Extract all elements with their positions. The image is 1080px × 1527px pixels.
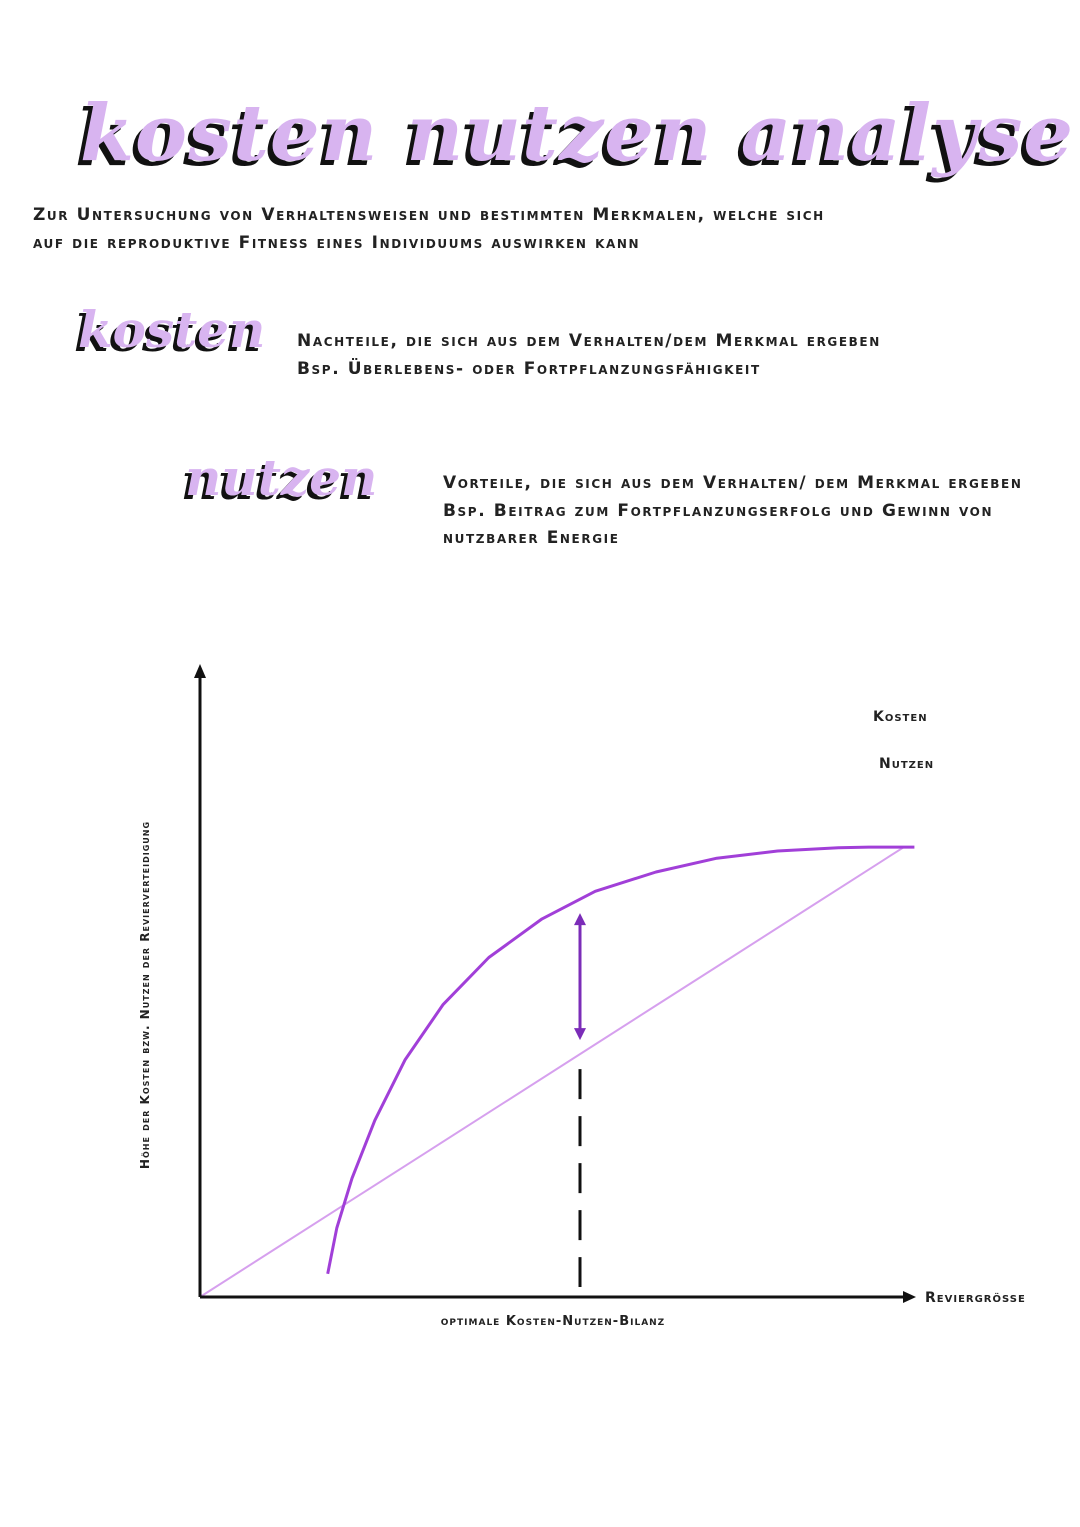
chart-series-group: [200, 847, 914, 1297]
cost-benefit-chart: [0, 600, 1080, 1400]
x-axis-label: Reviergrösse: [925, 1290, 1026, 1306]
page-title: kosten nutzen analyse: [80, 88, 1075, 179]
kosten-heading: kosten: [78, 300, 266, 359]
y-axis-arrowhead: [194, 664, 206, 678]
nutzen-definition: Vorteile, die sich aus dem Verhalten/ dem Merkmal ergeben: [443, 473, 1023, 493]
optimum-label: optimale Kosten-Nutzen-Bilanz: [440, 1314, 666, 1329]
series-line-nutzen: [328, 847, 915, 1274]
nutzen-example: Bsp. Beitrag zum Fortpflanzungserfolg und Gewinn von nutzbarer Energie: [443, 500, 994, 548]
kosten-example: Bsp. Überlebens- oder Fortpflanzungsfähigkeit: [297, 358, 761, 379]
difference-arrow-head-bottom: [574, 1028, 586, 1040]
kosten-definition: Nachteile, die sich aus dem Verhalten/dem Merkmal ergeben: [297, 331, 881, 351]
legend-kosten: Kosten: [873, 709, 928, 725]
nutzen-description: [443, 470, 1063, 553]
legend-nutzen: Nutzen: [879, 756, 935, 772]
intro-text: Zur Untersuchung von Verhaltensweisen und bestimmten Merkmalen, welche sich auf die reproduktive Fitness eines Individuums auswirken kann: [33, 205, 825, 253]
kosten-description: [297, 328, 1027, 383]
nutzen-heading: nutzen: [185, 448, 378, 507]
difference-arrow-head-top: [574, 913, 586, 925]
y-axis-label: Höhe der Kosten bzw. Nutzen der Revierverteidigung: [138, 820, 152, 1170]
x-axis-arrowhead: [903, 1291, 916, 1303]
